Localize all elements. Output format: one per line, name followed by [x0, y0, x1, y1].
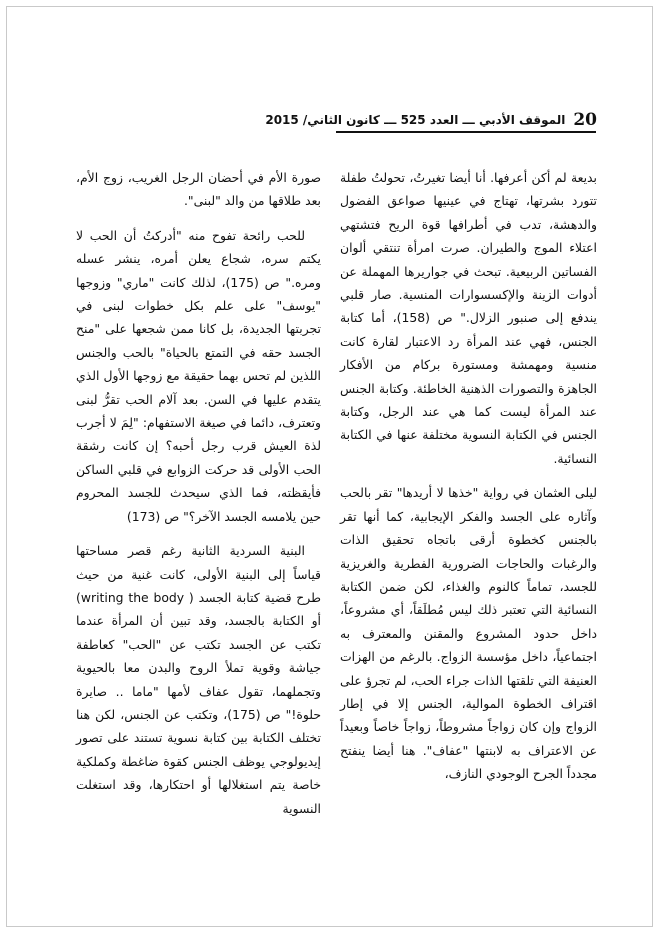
running-title: الموقف الأدبي ـــ العدد 525 ـــ كانون الثاني/ 2015	[265, 113, 566, 127]
page-number: 20	[573, 110, 597, 130]
header-rule	[336, 131, 596, 133]
paragraph: للحب رائحة تفوح منه "أدركتُ أن الحب لا يكتم سره، شجاع يعلن أمره، ينشر عسله ومره." ص (175)، لذلك كانت "ماري" وزوجها "يوسف" على علم بكل خطوات لبنى في تجربتها الجديدة، بل كانا ممن شجعها على "منح الجسد حقه في التمتع بالحياة" بالحب والجنس اللذين لم تحس بهما حقيقة مع زوجها الأول الذي يتقدم عليها في السن. بعد آلام الحب تقرُّ لبنى وتعترف، دائما في صيغة الاستفهام: "لِمَ لا أجرب لذة العيش قرب رجل أحبه؟ إن كانت رشقة الحب الأولى قد حركت الزوابع في قلبي الساكن فأيقظته، فما الذي سيحدث للجسد المحروم حين يلامسه الجسد الآخر؟" ص (173)	[76, 227, 321, 524]
paragraph: بديعة لم أكن أعرفها. أنا أيضا تغيرتُ، تحولتُ طفلة تتورد بشرتها، تهتاج في عينيها صواعق الفضول والدهشة، تدب في أطرافها قوة الريح فتشتهي اعتلاء الموج والطيران. صرت امرأة تنتقي ألوان الفساتين الربيعية. تبحث في جواريرها المهملة عن أدوات الزينة والإكسسوارات المنسية. صار قلبي يندفع إلى صنبور الزلال." ص (158)، أما كتابة الجنس، فهي عند المرأة رد الاعتبار لقارة كانت منسية ومهمشة ومستورة بركام من الأفكار الجاهزة والتصورات الذهنية الخاطئة. وكتابة الجنس عند المرأة ليست كما هي عند الرجل، وكتابة الجنس في الكتابة النسوية مختلفة عنها في الكتابة النسائية.	[340, 170, 597, 466]
paragraph: ليلى العثمان في رواية "خذها لا أريدها" تقر بالحب وآثاره على الجسد والفكر الإيجابية، كما أنها تقر بالجنس كخطوة أرقى باتجاه تحقيق الذات والرغبات والحاجات الضرورية الفطرية والغريزية للجسد، تماماً كالنوم والغذاء، لكن ضمن الكتابة النسائية التي تعتبر ذلك ليس مُطلَقاً، أي مشروعاً، داخل حدود المشروع والمقنن والمعترف به اجتماعياً، داخل مؤسسة الزواج. بالرغم من الهزات العنيفة التي تلقتها الذات جراء الحب، لم تجرؤ على اقتراف الخطوة الموالية، الجنس إلا في إطار الزواج وإن كان زواجاً مشروطاً، زواجاً خاصاً وبعيداً عن الاعتراف به لابنتها "عفاف". هنا أيضا ينفتح مجدداً الجرح الوجودي النازف،	[340, 485, 597, 782]
paragraph: صورة الأم في أحضان الرجل الغريب، زوج الأم، بعد طلاقها من والد "لبنى".	[76, 170, 321, 209]
right-column	[340, 166, 597, 786]
left-column	[76, 166, 321, 820]
paragraph: البنية السردية الثانية رغم قصر مساحتها قياساً إلى البنية الأولى، كانت غنية من حيث طرح قضية كتابة الجسد ( writing the body) أو الكتابة بالجسد، وقد تبين أن المرأة عندما تكتب عن الجسد تكتب عن "الحب" كعاطفة جياشة وقوية تملأ الروح والبدن معا بالحيوية وتجملهما، تقول عفاف لأمها "ماما .. صايرة حلوة!" ص (175)، وتكتب عن الجنس، لكن هنا تختلف الكتابة بين كتابة نسوية تستند على تصور إيديولوجي يوظف الجنس كقوة ضاغطة وكملكية خاصة يتم استغلالها أو احتكارها، وقد استغلت النسوية	[76, 543, 321, 816]
